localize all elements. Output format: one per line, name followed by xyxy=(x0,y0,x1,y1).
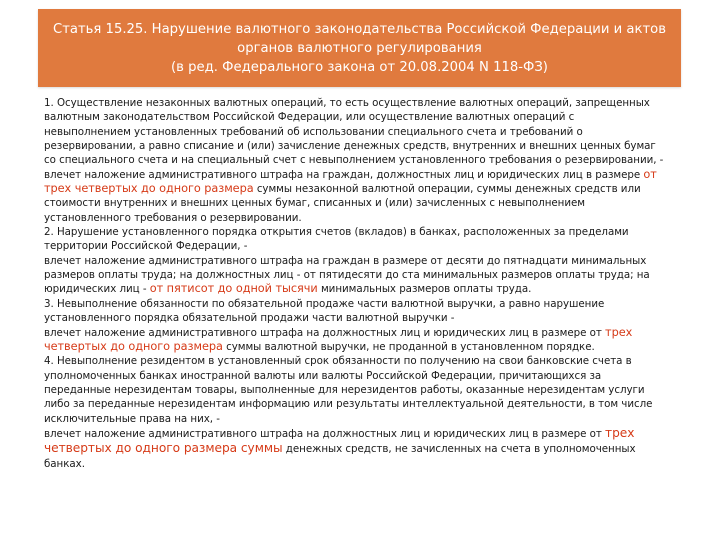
text-fragment: суммы незаконной валютной операции, суммы денежных средств или xyxy=(256,183,641,196)
highlight-penalty: от пятисот до одной тысячи xyxy=(149,282,318,296)
title-line-3: (в ред. Федерального закона от 20.08.2004 N 118-ФЗ) xyxy=(171,60,548,75)
highlight-penalty: трех четвертых до одного размера xyxy=(44,182,254,196)
text-line: резервировании, а равно списание и (или) зачисление денежных средств, внутренних и внешних ценных бумаг xyxy=(44,140,656,153)
title-banner xyxy=(38,9,681,87)
text-line xyxy=(44,282,684,296)
text-fragment: денежных средств, не зачисленных на счета в уполномоченных xyxy=(285,443,636,456)
text-line xyxy=(44,168,684,182)
text-line xyxy=(44,340,684,354)
highlight-penalty: трех xyxy=(605,325,633,339)
article-text xyxy=(44,96,684,471)
text-line: 1. Осуществление незаконных валютных операций, то есть осуществление валютных операций, запрещенных xyxy=(44,97,650,109)
title-line-2: органов валютного регулирования xyxy=(237,41,482,56)
text-fragment: влечет наложение административного штрафа на должностных лиц и юридических лиц в размере от xyxy=(44,326,602,339)
highlight-penalty: четвертых до одного размера xyxy=(44,339,223,353)
text-line xyxy=(44,182,684,196)
text-line: со специального счета и на специальный счет с невыполнением установленного требования о резервировании, - xyxy=(44,154,664,167)
text-fragment: юридических лиц - xyxy=(44,283,147,296)
text-line xyxy=(44,326,684,340)
text-fragment: влечет наложение административного штрафа на должностных лиц и юридических лиц в размере от xyxy=(44,427,602,440)
highlight-penalty: от xyxy=(643,167,657,181)
text-line: 4. Невыполнение резидентом в установленный срок обязанности по получению на свои банковские счета в xyxy=(44,355,632,368)
text-line: банках. xyxy=(44,457,85,470)
text-line: 3. Невыполнение обязанности по обязательной продаже части валютной выручки, а равно нарушение xyxy=(44,297,605,310)
text-line: 2. Нарушение установленного порядка открытия счетов (вкладов) в банках, расположенных за пределами xyxy=(44,226,629,239)
text-line: влечет наложение административного штрафа на граждан в размере от десяти до пятнадцати минимальных xyxy=(44,254,647,267)
title-line-1: Статья 15.25. Нарушение валютного законодательства Российской Федерации и актов xyxy=(53,22,666,37)
text-line: территории Российской Федерации, - xyxy=(44,240,248,253)
text-line: исключительные права на них, - xyxy=(44,412,220,425)
text-line: переданные нерезидентам товары, выполненные для нерезидентов работы, оказанные нерезидентам услуги xyxy=(44,383,645,396)
text-line: размеров оплаты труда; на должностных лиц - от пятидесяти до ста минимальных размеров оплаты труда; на xyxy=(44,269,650,282)
text-line xyxy=(44,441,684,456)
text-line: невыполнением установленных требований об использовании специального счета и требований о xyxy=(44,125,583,138)
text-line: установленного порядка обязательной продажи части валютной выручки - xyxy=(44,312,455,325)
text-fragment: минимальных размеров оплаты труда. xyxy=(320,283,532,296)
text-line: стоимости внутренних и внешних ценных бумаг, списанных и (или) зачисленных с невыполнением xyxy=(44,197,585,210)
text-fragment: суммы валютной выручки, не проданной в установленном порядке. xyxy=(226,340,595,353)
highlight-penalty: четвертых до одного размера суммы xyxy=(44,441,283,456)
text-line xyxy=(44,426,684,441)
text-line: либо за переданные нерезидентам информацию или результаты интеллектуальной деятельности, в том числе xyxy=(44,398,653,411)
text-fragment: влечет наложение административного штрафа на граждан, должностных лиц и юридических лиц в размере xyxy=(44,168,641,181)
text-line: уполномоченных банках иностранной валюты или валюты Российской Федерации, причитающихся за xyxy=(44,369,602,382)
text-line: установленного требования о резервировании. xyxy=(44,211,302,224)
highlight-penalty: трех xyxy=(605,425,635,440)
text-line: валютным законодательством Российской Федерации, или осуществление валютных операций с xyxy=(44,111,575,124)
